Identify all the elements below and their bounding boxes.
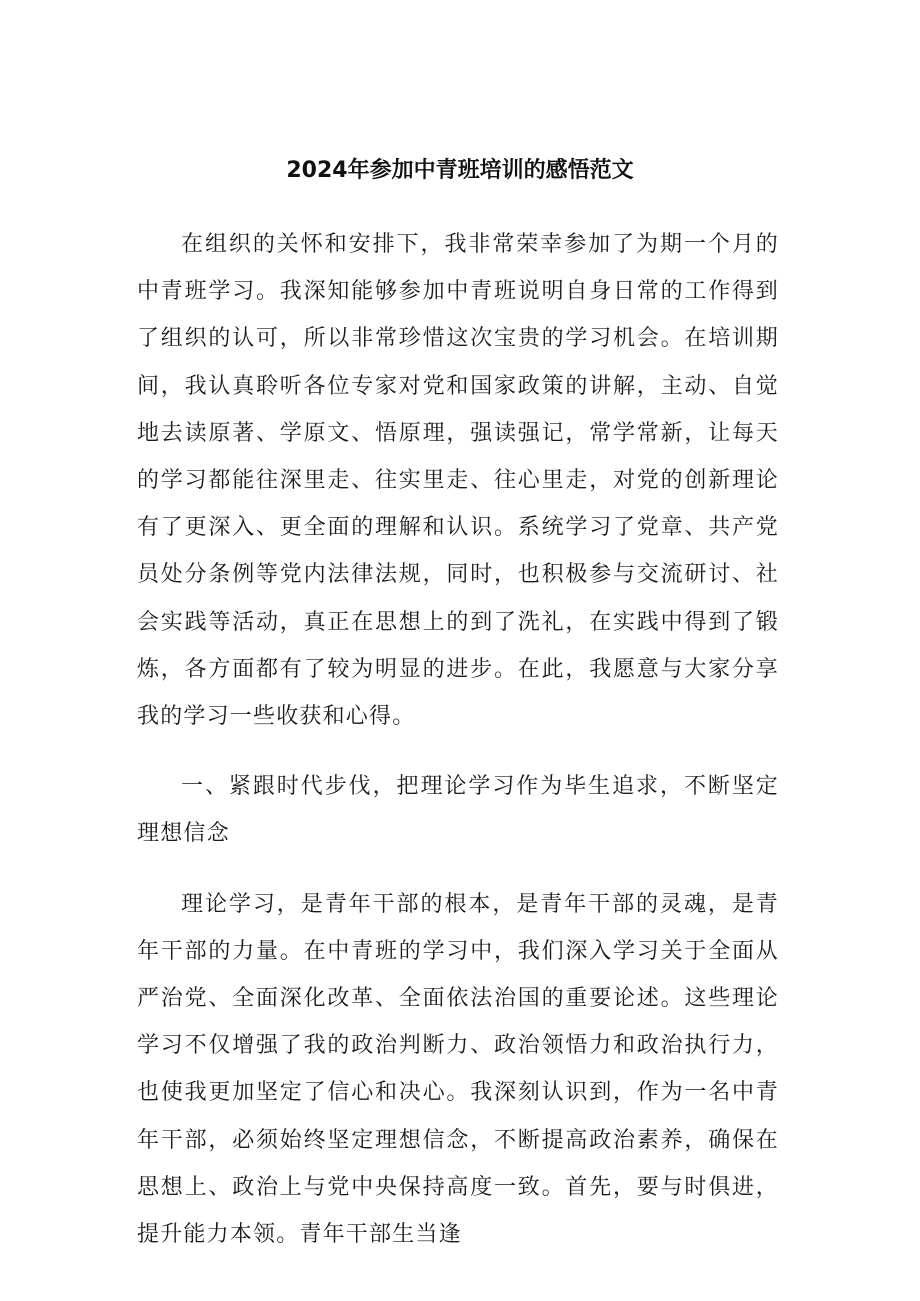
section-heading-1: 一、紧跟时代步伐，把理论学习作为毕生追求，不断坚定理想信念 xyxy=(137,774,779,847)
paragraph-theory-study: 理论学习，是青年干部的根本，是青年干部的灵魂，是青年干部的力量。在中青班的学习中，我们深入学习关于全面从严治党、全面深化改革、全面依法治国的重要论述。这些理论学习不仅增强了我的政治判断力、政治领悟力和政治执行力，也使我更加坚定了信心和决心。我深刻认识到，作为一名中青年干部，必须始终坚定理想信念，不断提高政治素养，确保在思想上、政治上与党中央保持高度一致。首先，要与时俱进，提升能力本领。青年干部生当逢 xyxy=(137,891,779,1248)
document-title: 2024年参加中青班培训的感悟范文 xyxy=(286,158,634,183)
paragraph-introduction: 在组织的关怀和安排下，我非常荣幸参加了为期一个月的中青班学习。我深知能够参加中青班说明自身日常的工作得到了组织的认可，所以非常珍惜这次宝贵的学习机会。在培训期间，我认真聆听各位专家对党和国家政策的讲解，主动、自觉地去读原著、学原文、悟原理，强读强记，常学常新，让每天的学习都能往深里走、往实里走、往心里走，对党的创新理论有了更深入、更全面的理解和认识。系统学习了党章、共产党员处分条例等党内法律法规，同时，也积极参与交流研讨、社会实践等活动，真正在思想上的到了洗礼，在实践中得到了锻炼，各方面都有了较为明显的进步。在此，我愿意与大家分享我的学习一些收获和心得。 xyxy=(137,232,779,730)
document-body xyxy=(137,221,779,1258)
